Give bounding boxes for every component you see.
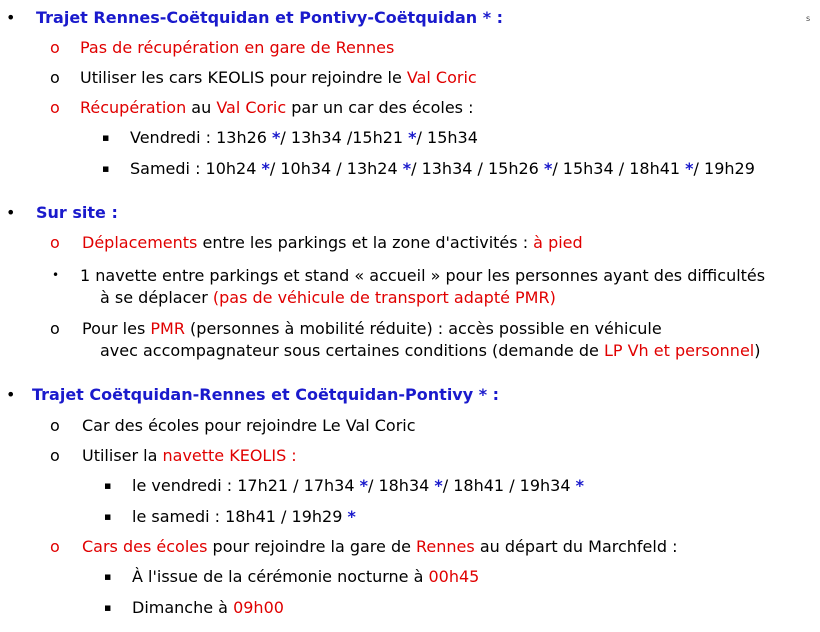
asterisk-mark: * [685, 159, 694, 178]
text-segment: (pas de véhicule de transport adapté PMR) [212, 288, 556, 307]
asterisk-mark: * [261, 159, 270, 178]
list-item [132, 476, 584, 496]
bullet-l2: o [50, 319, 60, 338]
bullet-l3: ▪ [104, 601, 112, 614]
list-item-continued [100, 341, 760, 361]
bullet-l1: • [6, 385, 16, 404]
text-segment: à se déplacer [100, 288, 213, 307]
text-segment: Val Coric [216, 98, 287, 117]
text-segment: À l'issue de la cérémonie nocturne à [132, 567, 429, 586]
text-segment: le vendredi : 17h21 / 17h34 [132, 476, 360, 495]
text-segment: navette KEOLIS : [162, 446, 297, 465]
asterisk-mark: * [359, 476, 368, 495]
bullet-l2: o [50, 537, 60, 556]
list-item [82, 537, 677, 557]
bullet-l2: o [50, 446, 60, 465]
text-segment: avec accompagnateur sous certaines conditions (demande de [100, 341, 604, 360]
asterisk-mark: * [543, 159, 553, 178]
bullet-l1: • [6, 8, 16, 27]
list-item [132, 598, 284, 618]
bullet-l3: ▪ [104, 479, 112, 492]
asterisk-mark: * [347, 507, 356, 526]
text-segment: / 18h41 / 19h34 [442, 476, 576, 495]
asterisk-mark: * [575, 476, 584, 495]
bullet-l2: o [50, 98, 60, 117]
text-segment: / 18h34 [367, 476, 435, 495]
text-segment: Récupération [80, 98, 187, 117]
corner-mark: s [806, 14, 811, 23]
text-segment: ) [754, 341, 761, 360]
list-item [80, 38, 394, 58]
list-item [80, 266, 765, 286]
list-item [80, 68, 477, 88]
list-item [132, 507, 356, 527]
text-segment: / 10h34 / 13h24 [269, 159, 403, 178]
text-segment: PMR [150, 319, 185, 338]
list-item [82, 319, 662, 339]
list-item [82, 416, 416, 436]
text-segment: au départ du Marchfeld : [474, 537, 678, 556]
bullet-l3: ▪ [104, 570, 112, 583]
text-segment: / 15h34 [416, 128, 478, 147]
list-item [80, 98, 473, 118]
bullet-l2: o [50, 416, 60, 435]
text-segment: Car des écoles pour rejoindre Le Val Coric [82, 416, 416, 435]
list-item [82, 446, 297, 466]
text-segment: au [186, 98, 217, 117]
section-heading: Trajet Coëtquidan-Rennes et Coëtquidan-Pontivy * : [32, 385, 500, 404]
text-segment: entre les parkings et la zone d'activités : [197, 233, 534, 252]
text-segment: Samedi : 10h24 [130, 159, 262, 178]
bullet-l2: o [50, 68, 60, 87]
bullet-l2: o [50, 38, 60, 57]
text-segment: / 13h34 /15h21 [280, 128, 409, 147]
section-heading: Trajet Rennes-Coëtquidan et Pontivy-Coëtquidan * : [36, 8, 504, 27]
asterisk-mark: * [402, 159, 412, 178]
text-segment: 09h00 [233, 598, 284, 617]
text-segment: Déplacements [82, 233, 198, 252]
bullet-l3: ▪ [102, 131, 110, 144]
asterisk-mark: * [434, 476, 443, 495]
bullet-l1: • [52, 268, 60, 282]
text-segment: / 15h34 / 18h41 [552, 159, 686, 178]
text-segment: Utiliser les cars KEOLIS pour rejoindre le [80, 68, 407, 87]
bullet-l1: • [6, 203, 16, 222]
bullet-l3: ▪ [104, 510, 112, 523]
text-segment: (personnes à mobilité réduite) : accès possible en véhicule [184, 319, 662, 338]
text-segment: Utiliser la [82, 446, 163, 465]
list-item [132, 567, 479, 587]
text-segment: le samedi : 18h41 / 19h29 [132, 507, 348, 526]
list-item [82, 233, 583, 253]
text-segment: 1 navette entre parkings et stand « accueil » pour les personnes ayant des difficultés [80, 266, 766, 285]
text-segment: Pas de récupération en gare de Rennes [80, 38, 395, 57]
text-segment: Pour les [82, 319, 151, 338]
list-item [130, 159, 755, 179]
text-segment: 00h45 [428, 567, 480, 586]
text-segment: pour rejoindre la gare de [207, 537, 417, 556]
text-segment: Vendredi : 13h26 [130, 128, 273, 147]
list-item-continued [100, 288, 556, 308]
text-segment: par un car des écoles : [286, 98, 474, 117]
text-segment: Val Coric [406, 68, 477, 87]
asterisk-mark: * [272, 128, 281, 147]
bullet-l2: o [50, 233, 60, 252]
text-segment: Cars des écoles [82, 537, 208, 556]
text-segment: LP Vh et personnel [603, 341, 755, 360]
text-segment: / 13h34 / 15h26 [411, 159, 544, 178]
text-segment: Rennes [416, 537, 475, 556]
section-heading: Sur site : [36, 203, 118, 222]
text-segment: Dimanche à [132, 598, 234, 617]
asterisk-mark: * [408, 128, 417, 147]
text-segment: à pied [533, 233, 583, 252]
list-item [130, 128, 478, 148]
text-segment: / 19h29 [693, 159, 755, 178]
bullet-l3: ▪ [102, 162, 110, 175]
